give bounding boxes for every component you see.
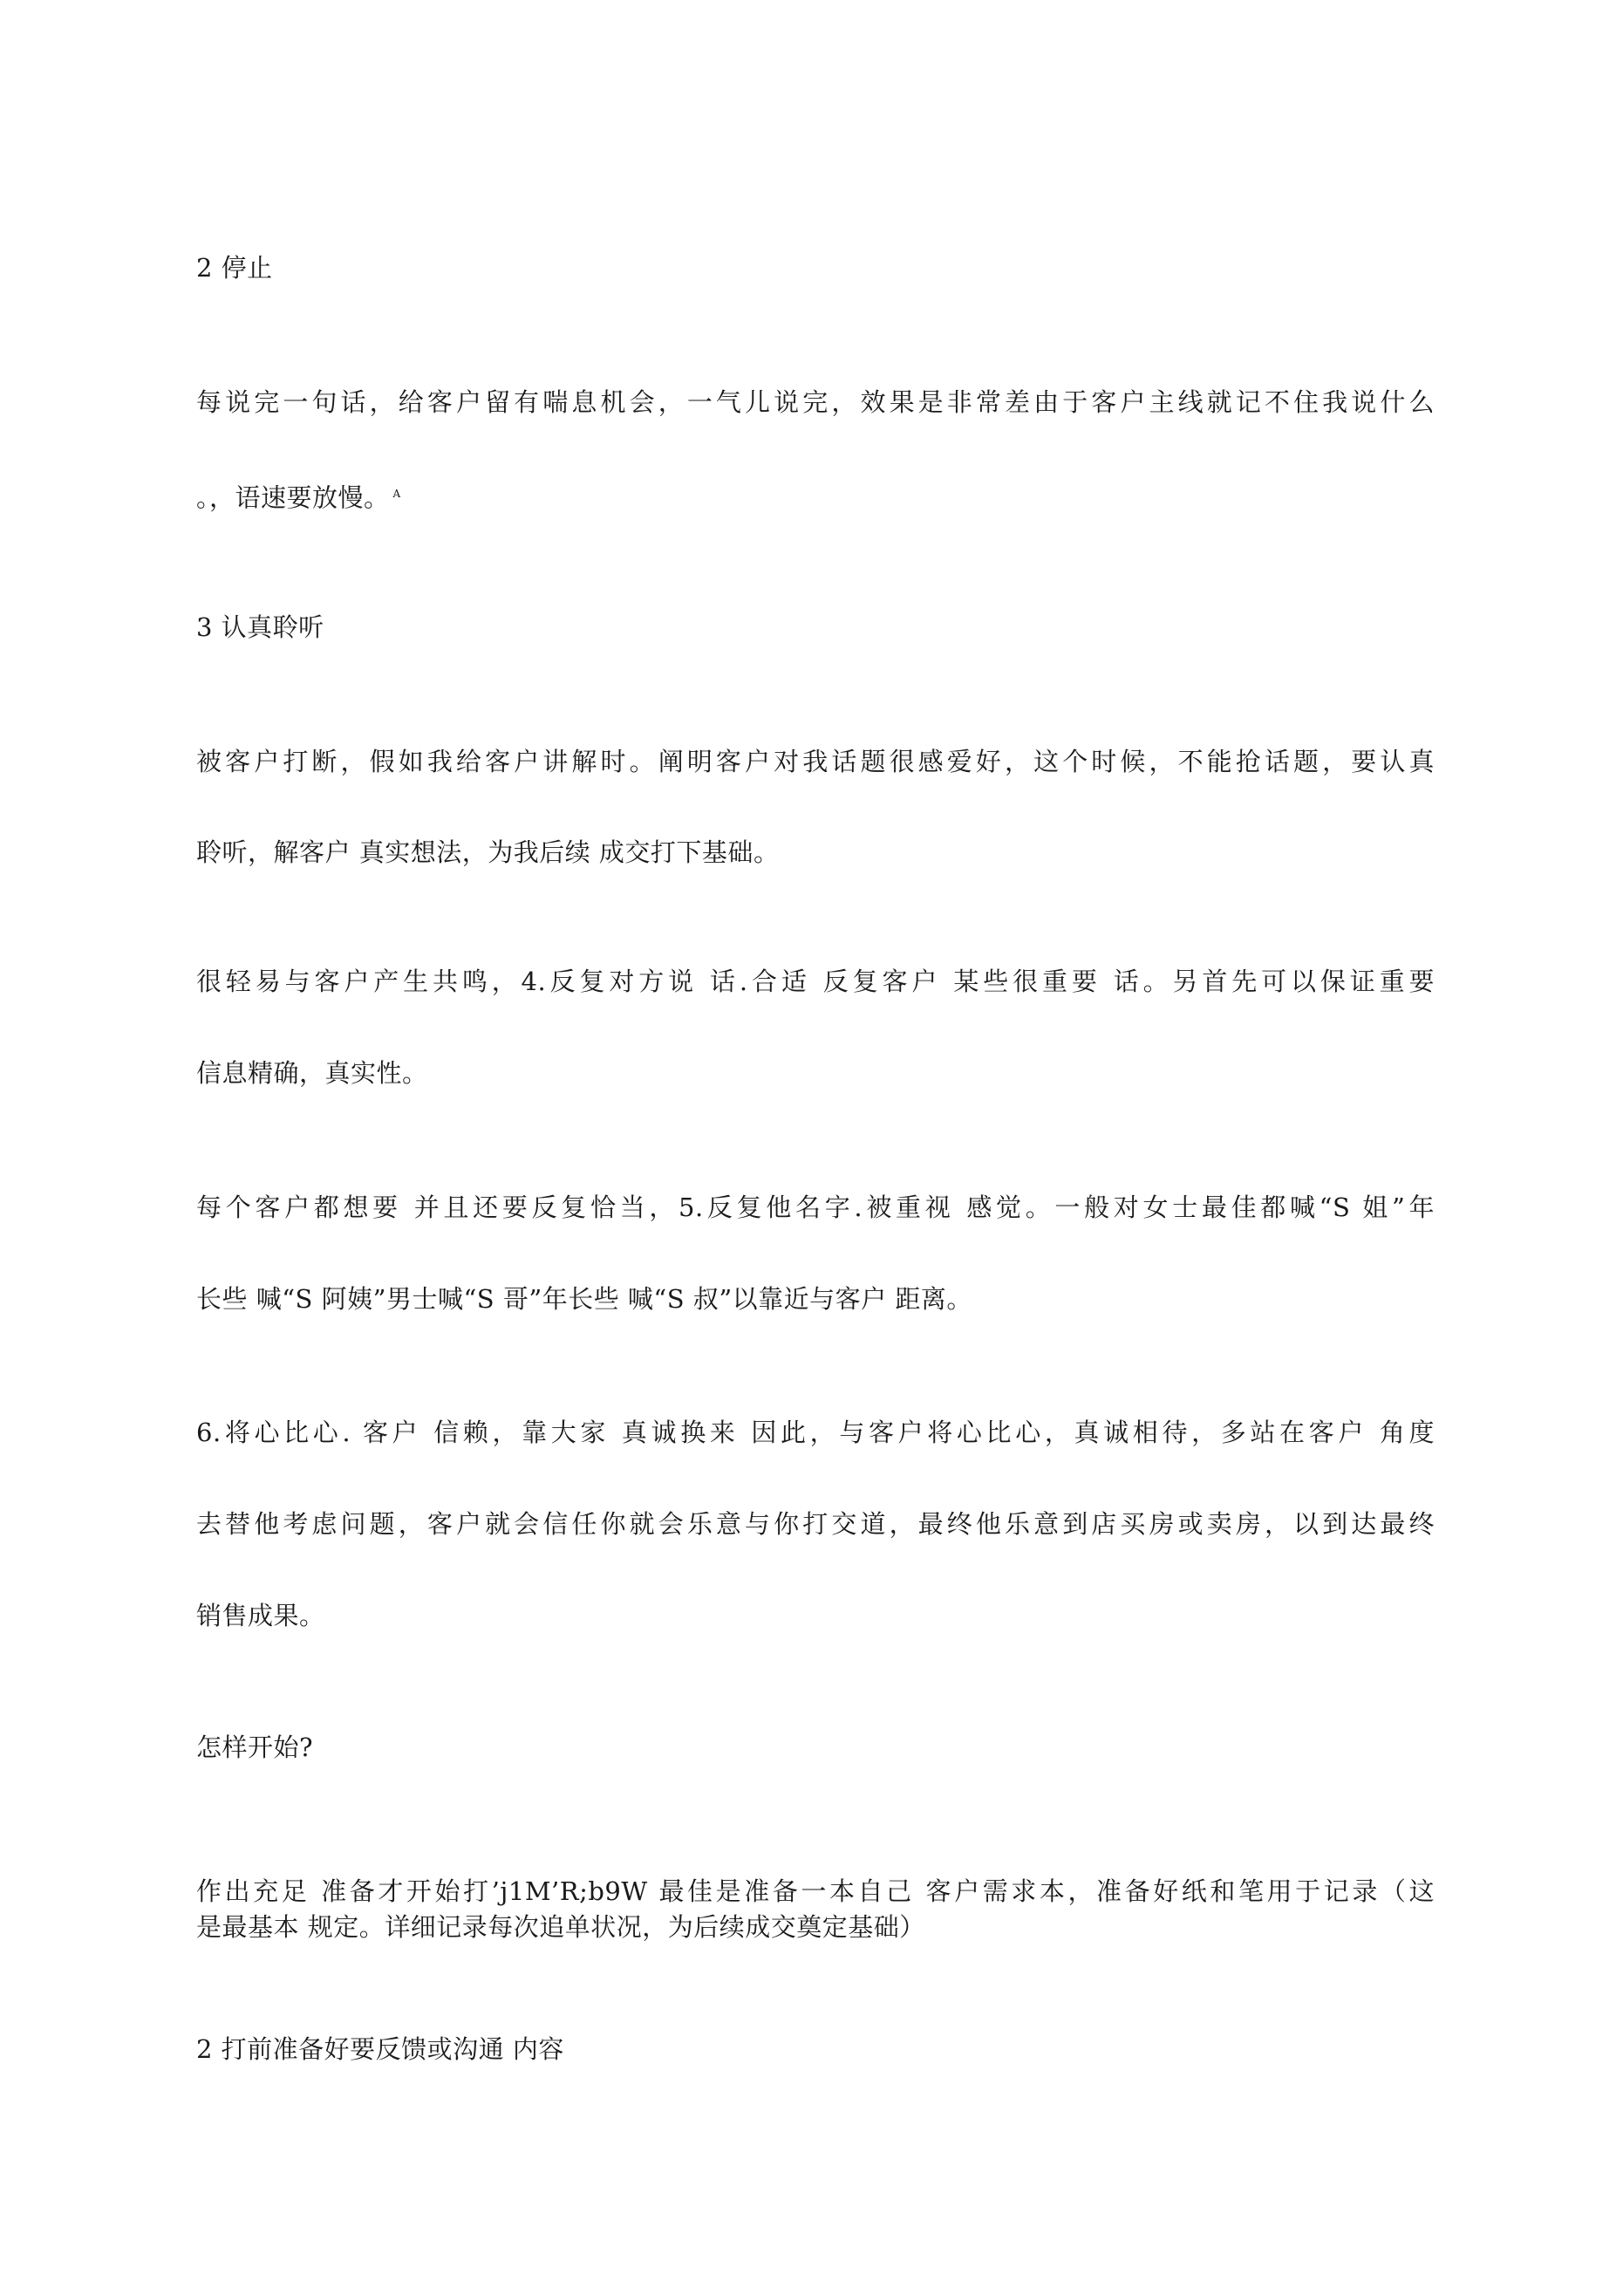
paragraph-prepare-line-1: 作出充足 准备才开始打’j1M’R;b9W 最佳是准备一本自己 客户需求本，准备好纸和笔用于记录（这 <box>196 1876 1435 1906</box>
heading-prepare-content: 2 打前准备好要反馈或沟通 内容 <box>196 2034 564 2064</box>
paragraph-name-line-1: 每个客户都想要 并且还要反复恰当，5.反复他名字.被重视 感觉。一般对女士最佳都喊“S 姐”年 <box>196 1192 1435 1222</box>
paragraph-listen-line-2: 聆听，解客户 真实想法，为我后续 成交打下基础。 <box>196 837 780 867</box>
paragraph-stop-line-2 <box>196 476 1435 516</box>
paragraph-listen-line-1: 被客户打断，假如我给客户讲解时。阐明客户对我话题很感爱好，这个时候，不能抢话题，要认真 <box>196 747 1435 776</box>
heading-stop: 2 停止 <box>196 253 273 283</box>
paragraph-stop-line-2-text: 。，语速要放慢。 <box>196 482 390 513</box>
heading-how-to-start: 怎样开始? <box>196 1732 314 1762</box>
stray-mark: A <box>392 488 401 500</box>
paragraph-stop-line-1: 每说完一句话，给客户留有喘息机会，一气儿说完，效果是非常差由于客户主线就记不住我说什么 <box>196 387 1435 417</box>
paragraph-repeat-line-1: 很轻易与客户产生共鸣，4.反复对方说 话.合适 反复客户 某些很重要 话。另首先可以保证重要 <box>196 967 1435 996</box>
paragraph-name-line-2: 长些 喊“S 阿姨”男士喊“S 哥”年长些 喊“S 叔”以靠近与客户 距离。 <box>196 1284 972 1314</box>
paragraph-empathy-line-3: 销售成果。 <box>196 1601 325 1630</box>
heading-listen: 3 认真聆听 <box>196 612 324 642</box>
paragraph-empathy-line-1: 6.将心比心. 客户 信赖，靠大家 真诚换来 因此，与客户将心比心，真诚相待，多站在客户 角度 <box>196 1418 1435 1447</box>
paragraph-empathy-line-2: 去替他考虑问题，客户就会信任你就会乐意与你打交道，最终他乐意到店买房或卖房，以到达最终 <box>196 1509 1435 1539</box>
paragraph-repeat-line-2: 信息精确，真实性。 <box>196 1058 428 1088</box>
paragraph-prepare-line-2: 是最基本 规定。详细记录每次追单状况，为后续成交奠定基础） <box>196 1912 925 1942</box>
